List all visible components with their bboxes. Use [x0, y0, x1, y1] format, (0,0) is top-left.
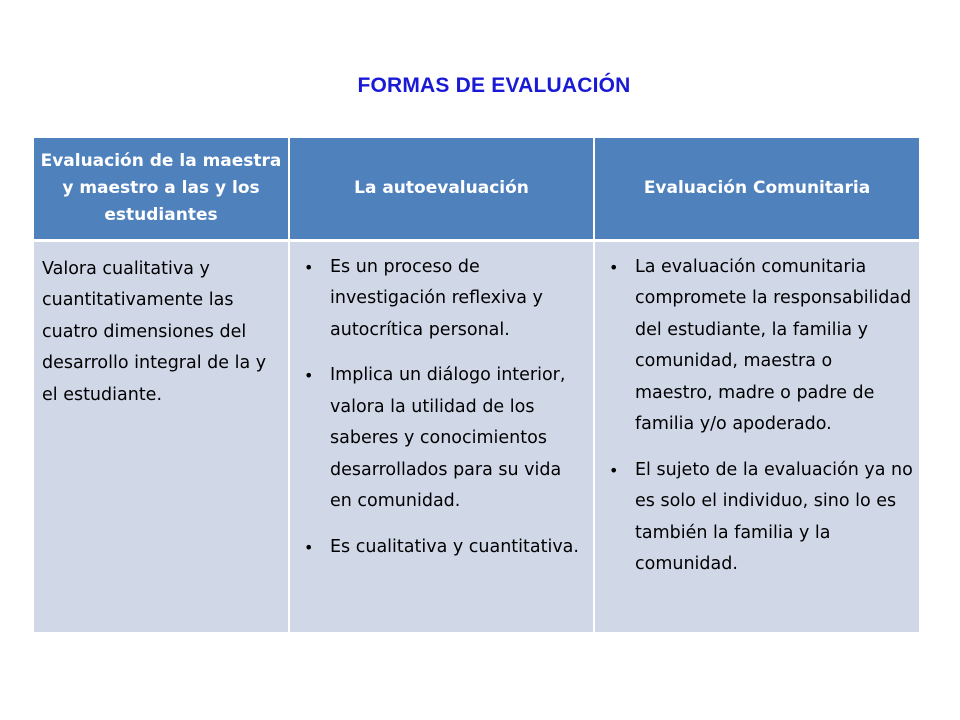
list-item-text: Es un proceso de investigación reflexiva y autocrítica personal. — [330, 256, 543, 340]
list-item-text: Implica un diálogo interior, valora la utilidad de los saberes y conocimientos desarrollados para su vida en comunidad. — [330, 365, 566, 511]
bullet-icon: • — [304, 537, 314, 557]
list-item — [601, 455, 913, 581]
community-evaluation-list — [601, 252, 913, 581]
cell-self-evaluation — [289, 240, 594, 632]
header-community-evaluation: Evaluación Comunitaria — [594, 138, 919, 240]
cell-community-evaluation — [594, 240, 919, 632]
list-item-text: La evaluación comunitaria compromete la responsabilidad del estudiante, la familia y comunidad, maestra o maestro, madre o padre de familia y/o apoderado. — [635, 256, 912, 434]
table-row — [34, 240, 919, 632]
header-teacher-evaluation: Evaluación de la maestra y maestro a las y los estudiantes — [34, 138, 289, 240]
header-self-evaluation: La autoevaluación — [289, 138, 594, 240]
list-item — [296, 532, 587, 564]
cell-teacher-evaluation — [34, 240, 289, 632]
table-header-row — [34, 138, 919, 240]
bullet-icon: • — [304, 257, 314, 277]
evaluation-table — [34, 138, 919, 632]
list-item — [296, 360, 587, 518]
bullet-icon: • — [609, 460, 619, 480]
list-item-text: El sujeto de la evaluación ya no es solo el individuo, sino lo es también la familia y la comunidad. — [635, 459, 913, 574]
list-item-text: Es cualitativa y cuantitativa. — [330, 536, 579, 557]
list-item — [601, 252, 913, 441]
teacher-evaluation-text: Valora cualitativa y cuantitativamente las cuatro dimensiones del desarrollo integral de la y el estudiante. — [42, 258, 267, 405]
self-evaluation-list — [296, 252, 587, 564]
bullet-icon: • — [609, 257, 619, 277]
slide-title: FORMAS DE EVALUACIÓN — [357, 74, 631, 97]
bullet-icon: • — [304, 366, 314, 385]
list-item — [296, 252, 587, 347]
